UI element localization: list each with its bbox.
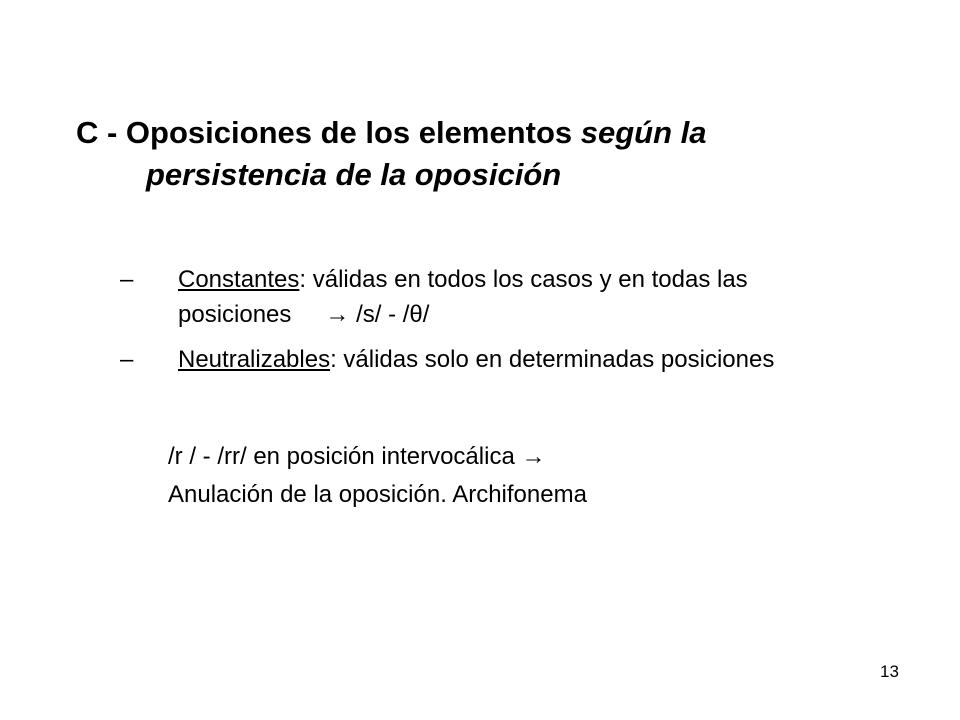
page-number: 13 [880,662,899,681]
example-line-1: /r / - /rr/ en posición intervocálica → [168,443,546,470]
example-block [168,438,868,514]
bullet-list [120,262,840,387]
example-line-2: Anulación de la oposición. Archifonema [168,481,587,508]
bullet-description: : válidas en todos los casos y en todas las posiciones [178,266,748,328]
title-prefix: C - Oposiciones de los elementos [76,115,581,150]
bullet-term: Neutralizables [178,346,331,373]
bullet-arrow-example: → /s/ - /θ/ [325,301,430,328]
bullet-item-neutralizables [120,342,840,377]
bullet-text [178,342,840,377]
bullet-dash: – [120,346,134,373]
bullet-description: : válidas solo en determinadas posiciones [330,346,775,373]
slide-title [76,112,896,196]
title-italic-part1: según la [580,115,707,150]
bullet-dash: – [120,266,134,293]
bullet-text [178,262,840,332]
title-italic-part2: persistencia de la oposición [146,157,562,192]
bullet-term: Constantes [178,266,300,293]
bullet-item-constantes [120,262,840,332]
